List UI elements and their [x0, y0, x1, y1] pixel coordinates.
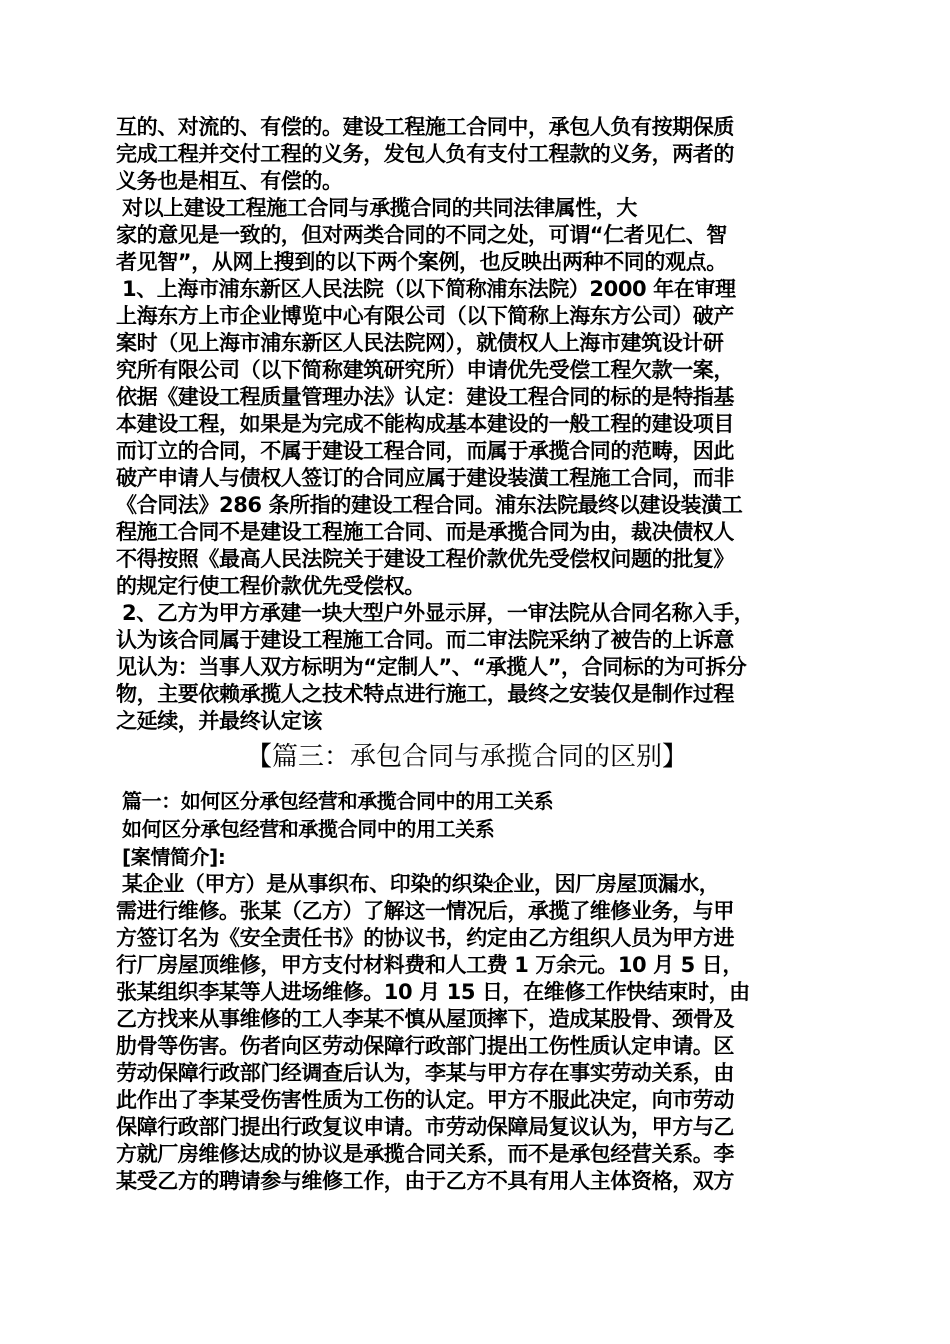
text-line: 乙方找来从事维修的工人李某不慎从屋顶摔下，造成某股骨、颈骨及: [116, 1007, 734, 1031]
text-line: 程施工合同不是建设工程施工合同、而是承揽合同为由，裁决债权人: [116, 520, 734, 544]
text-line: 肋骨等伤害。伤者向区劳动保障行政部门提出工伤性质认定申请。区: [116, 1034, 734, 1058]
text-line: 劳动保障行政部门经调查后认为，李某与甲方存在事实劳动关系，由: [116, 1061, 734, 1085]
text-line: 而订立的合同，不属于建设工程合同，而属于承揽合同的范畴，因此: [116, 439, 734, 463]
text-line: 方签订名为《安全责任书》的协议书，约定由乙方组织人员为甲方进: [116, 926, 734, 950]
document-body: [116, 114, 838, 1195]
text-line: 破产申请人与债权人签订的合同应属于建设装潢工程施工合同，而非: [116, 466, 734, 490]
text-line: 张某组织李某等人进场维修。10 月 15 日，在维修工作快结束时，由: [116, 980, 750, 1004]
text-line: 究所有限公司（以下简称建筑研究所）申请优先受偿工程欠款一案，: [116, 358, 734, 382]
text-line: 本建设工程，如果是为完成不能构成基本建设的一般工程的建设项目: [116, 412, 734, 436]
text-line: 之延续，并最终认定该: [116, 709, 322, 733]
paragraph-block-2: [116, 871, 838, 1195]
text-line: 认为该合同属于建设工程施工合同。而二审法院采纳了被告的上诉意: [116, 628, 734, 652]
case-summary-label: [案情简介]:: [122, 845, 226, 869]
text-line: 家的意见是一致的，但对两类合同的不同之处，可谓“仁者见仁、智: [116, 223, 727, 247]
article-title: 篇一：如何区分承包经营和承揽合同中的用工关系: [122, 789, 554, 813]
section-heading: 【篇三：承包合同与承揽合同的区别】: [245, 742, 688, 772]
text-line: 上海东方上市企业博览中心有限公司（以下简称上海东方公司）破产: [116, 304, 734, 328]
text-line: 完成工程并交付工程的义务，发包人负有支付工程款的义务，两者的: [116, 142, 734, 166]
text-line: 义务也是相互、有偿的。: [116, 169, 343, 193]
paragraph-block-1: [116, 114, 838, 735]
text-line: 某受乙方的聘请参与维修工作，由于乙方不具有用人主体资格，双方: [116, 1169, 734, 1193]
text-line: 物，主要依赖承揽人之技术特点进行施工，最终之安装仅是制作过程: [116, 682, 734, 706]
text-line: 某企业（甲方）是从事织布、印染的织染企业，因厂房屋顶漏水，: [122, 872, 720, 896]
text-line: 《合同法》286 条所指的建设工程合同。浦东法院最终以建设装潢工: [116, 493, 743, 517]
text-line: 1、上海市浦东新区人民法院（以下简称浦东法院）2000 年在审理: [122, 277, 736, 301]
text-line: 方就厂房维修达成的协议是承揽合同关系，而不是承包经营关系。李: [116, 1142, 734, 1166]
text-line: 行厂房屋顶维修，甲方支付材料费和人工费 1 万余元。10 月 5 日，: [116, 953, 744, 977]
text-line: 依据《建设工程质量管理办法》认定：建设工程合同的标的是特指基: [116, 385, 734, 409]
text-line: 保障行政部门提出行政复议申请。市劳动保障局复议认为，甲方与乙: [116, 1115, 734, 1139]
text-line: 对以上建设工程施工合同与承揽合同的共同法律属性，大: [122, 196, 637, 220]
text-line: 不得按照《最高人民法院关于建设工程价款优先受偿权问题的批复》: [116, 547, 734, 571]
text-line: 2、乙方为甲方承建一块大型户外显示屏，一审法院从合同名称入手，: [122, 601, 755, 625]
text-line: 此作出了李某受伤害性质为工伤的认定。甲方不服此决定，向市劳动: [116, 1088, 734, 1112]
text-line: 见认为：当事人双方标明为“定制人”、“承揽人”，合同标的为可拆分: [116, 655, 747, 679]
text-line: 互的、对流的、有偿的。建设工程施工合同中，承包人负有按期保质: [116, 115, 734, 139]
text-line: 案时（见上海市浦东新区人民法院网），就债权人上海市建筑设计研: [116, 331, 724, 355]
text-line: 者见智”，从网上搜到的以下两个案例，也反映出两种不同的观点。: [116, 250, 727, 274]
article-subtitle: 如何区分承包经营和承揽合同中的用工关系: [122, 817, 495, 841]
text-line: 的规定行使工程价款优先受偿权。: [116, 574, 425, 598]
text-line: 需进行维修。张某（乙方）了解这一情况后，承揽了维修业务，与甲: [116, 899, 734, 923]
